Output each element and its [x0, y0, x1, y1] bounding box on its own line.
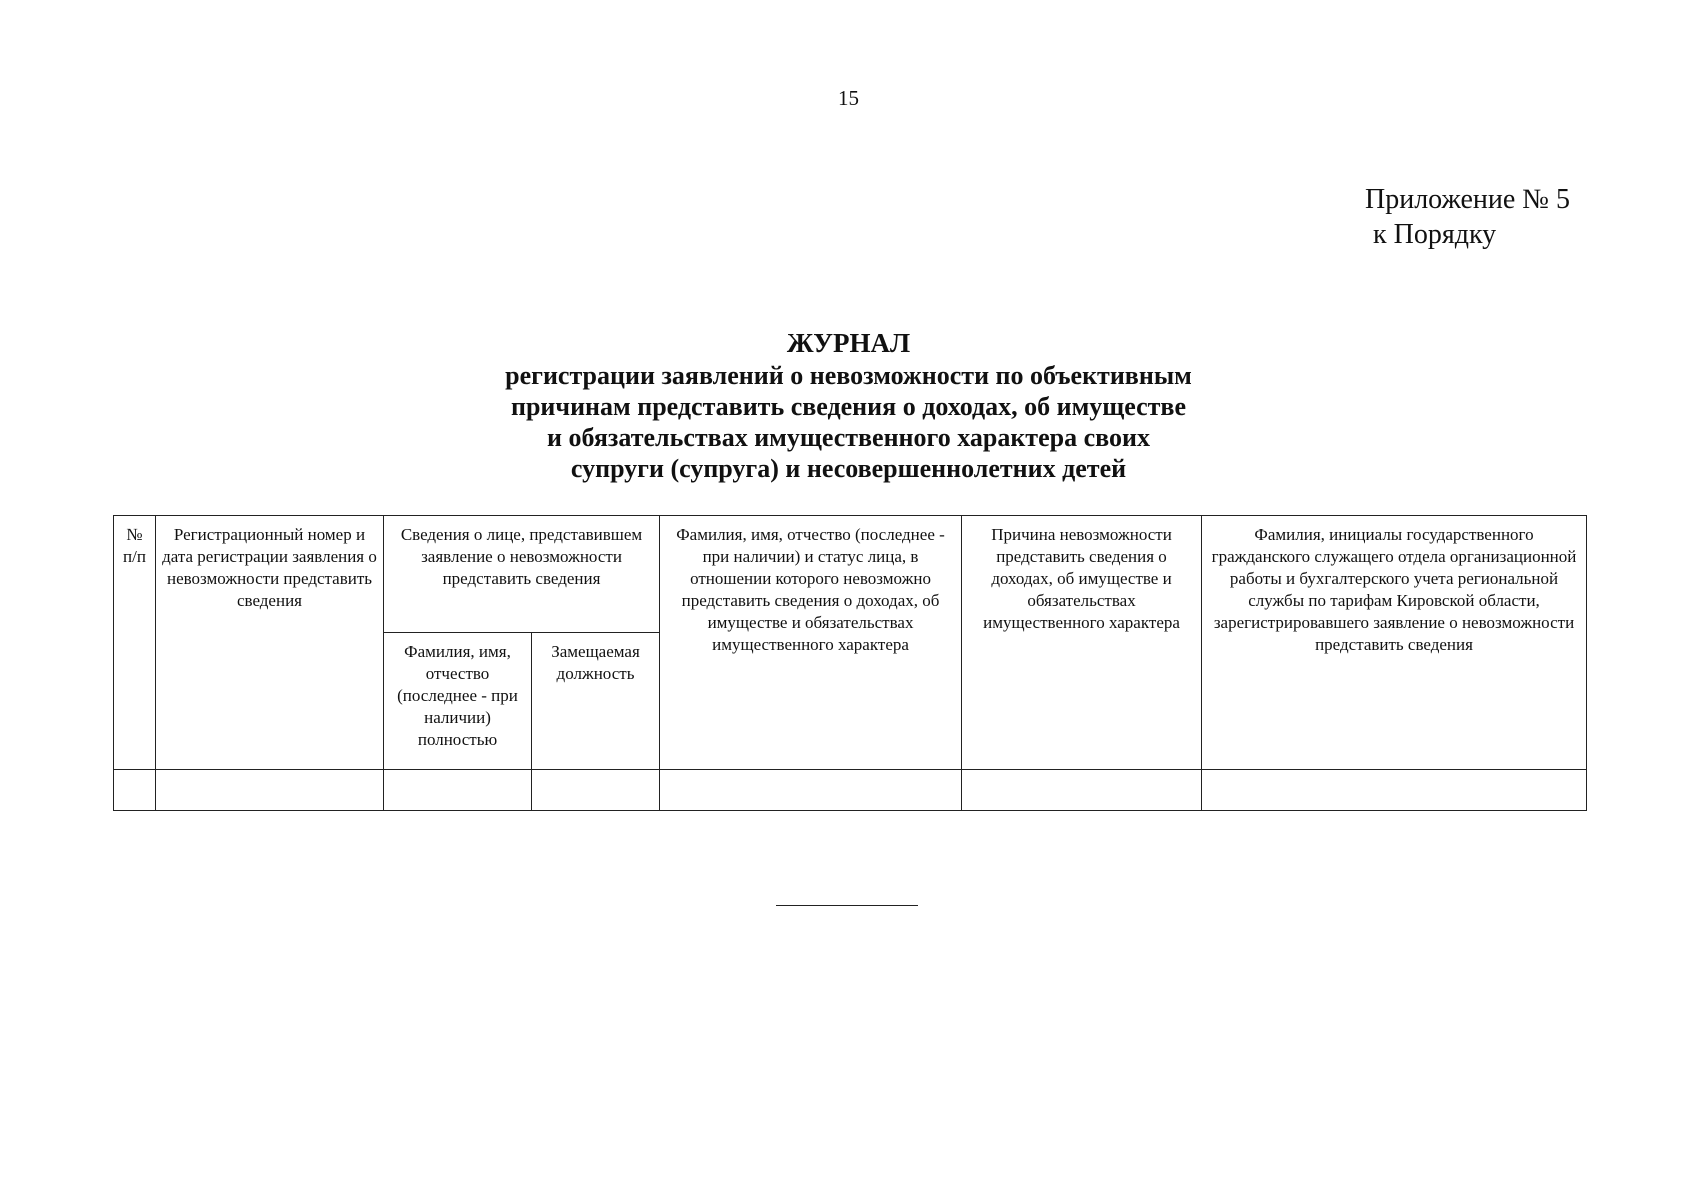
table-cell: [156, 770, 384, 811]
table-cell: [660, 770, 962, 811]
title-journal: ЖУРНАЛ: [786, 328, 911, 358]
table-row: [114, 770, 1587, 811]
appendix-number: Приложение № 5: [1365, 184, 1570, 215]
header-reason: Причина невозможности представить сведения о доходах, об имуществе и обязательствах имущественного характера: [962, 516, 1202, 770]
header-registration: Регистрационный номер и дата регистрации заявления о невозможности представить сведения: [156, 516, 384, 770]
journal-table: [113, 515, 1587, 811]
appendix-order-ref: к Порядку: [1373, 219, 1497, 250]
table-cell: [1202, 770, 1587, 811]
header-applicant-position: Замещаемая должность: [532, 633, 660, 770]
header-registrar: Фамилия, инициалы государственного гражданского служащего отдела организационной работы и бухгалтерского учета региональной службы по тарифам Кировской области, зарегистрировавшего заявление о невозможности представить сведения: [1202, 516, 1587, 770]
table-cell: [384, 770, 532, 811]
end-separator-line: [776, 905, 918, 906]
header-number: № п/п: [114, 516, 156, 770]
header-person-status: Фамилия, имя, отчество (последнее - при наличии) и статус лица, в отношении которого невозможно представить сведения о доходах, об имуществе и обязательствах имущественного характера: [660, 516, 962, 770]
title-line-1: регистрации заявлений о невозможности по объективным: [505, 361, 1192, 390]
title-line-4: супруги (супруга) и несовершеннолетних детей: [570, 454, 1127, 483]
table-header-row: [114, 516, 1587, 633]
document-title: [0, 326, 1697, 484]
table-cell: [962, 770, 1202, 811]
table-cell: [114, 770, 156, 811]
header-applicant-fio: Фамилия, имя, отчество (последнее - при наличии) полностью: [384, 633, 532, 770]
table-cell: [532, 770, 660, 811]
title-line-2: причинам представить сведения о доходах, об имуществе: [510, 392, 1187, 421]
page-number: 15: [838, 86, 859, 110]
title-line-3: и обязательствах имущественного характера своих: [547, 423, 1150, 452]
header-applicant-group: Сведения о лице, представившем заявление о невозможности представить сведения: [384, 516, 660, 633]
appendix-reference: [1365, 182, 1570, 252]
